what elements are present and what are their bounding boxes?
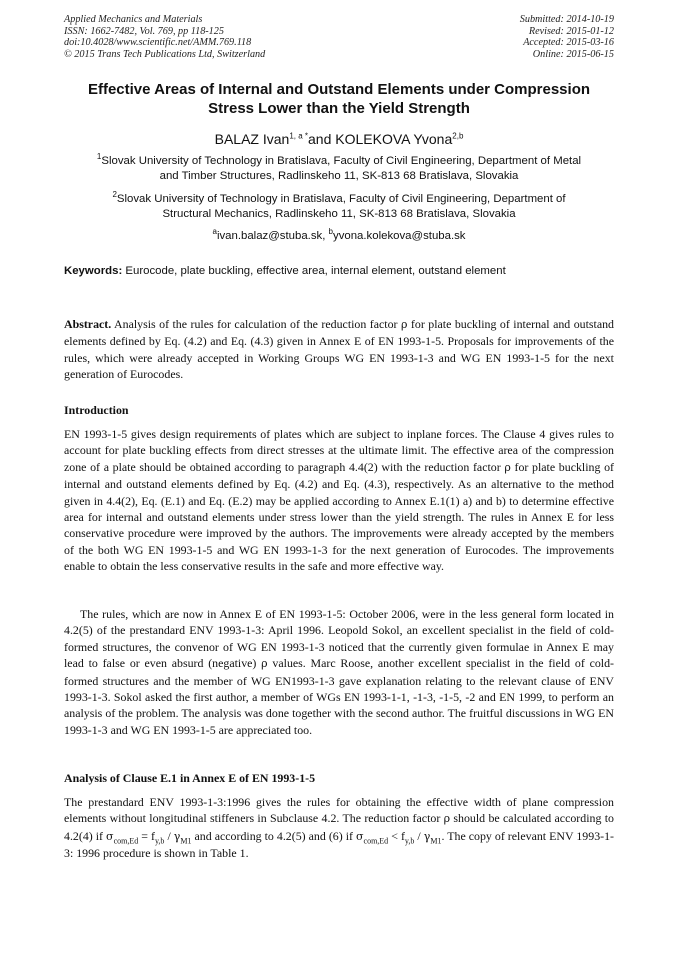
author-2-affiliation-mark: 2,b (452, 131, 464, 141)
intro-p2-text-b: values. Marc Roose, another excellent specialist in the field of cold-formed structures and the member of WG EN1993-1-3 gave explanation relating to the relevant clause of ENV 1993-1-3. Sokol asked the first author, a member of WGs EN 1993-1-1, -1-3, -1-5, -2 and EN 1999, to perform an analysis of the problem. The analysis was done together with the second author. The fruitful discussions in WG EN 1993-1-3 and WG EN 1993-1-5 are appreciated too. (64, 656, 614, 737)
author-2-name: and KOLEKOVA Yvona (308, 131, 453, 147)
author-list (60, 130, 618, 148)
online-date: Online: 2015-06-15 (532, 48, 614, 60)
affiliation-2-text-1: Slovak University of Technology in Bratislava, Faculty of Civil Engineering, Department of (116, 193, 566, 205)
analysis-paragraph-1 (64, 794, 614, 862)
keywords-label: Keywords: (64, 265, 123, 277)
intro-p1-text-a: EN 1993-1-5 gives design requirements of plates which are subject to inplane forces. The Clause 4 gives rules to account for plate buckling effects from direct stresses at the ultimate limit. The effective area of the compression zone of a plate should be obtained according to paragraph 4.4(2) with the reduction factor (64, 427, 614, 474)
sub-m1: M1 (180, 836, 192, 846)
intro-p2-text-a: The rules, which are now in Annex E of EN 1993-1-5: October 2006, were in the less general form located in 4.2(5) of the prestandard ENV 1993-1-3: April 1996. Leopold Sokol, an excellent specialist in the field of cold-formed structures, the convenor of WG EN 1993-1-3 noticed that the currently given formulae in Annex E may lead to false or even absurd (negative) (64, 607, 614, 671)
abstract (64, 316, 614, 383)
copyright-line: © 2015 Trans Tech Publications Ltd, Switzerland (64, 48, 266, 60)
publication-dates (520, 14, 614, 60)
affiliation-1-line-2: and Timber Structures, Radlinskeho 11, SK-813 68 Bratislava, Slovakia (159, 170, 519, 182)
affiliation-1-mark: 1 (96, 152, 102, 162)
analysis-text-d: . The copy of relevant ENV 1993-1-3: 1996 procedure is shown in Table 1. (64, 828, 615, 861)
introduction-paragraph-1 (64, 426, 614, 575)
issn-line: ISSN: 1662-7482, Vol. 769, pp 118-125 (64, 25, 224, 37)
email-a-mark: a (212, 227, 217, 237)
eq-less-f: < f (388, 828, 405, 843)
sub-com-ed: com,Ed (113, 836, 139, 846)
keywords-text: Eurocode, plate buckling, effective area, internal element, outstand element (122, 265, 506, 277)
affiliation-1 (64, 154, 614, 184)
affiliation-2-line-1 (64, 192, 614, 207)
sigma-symbol: σ (106, 829, 114, 843)
abstract-text-1: Analysis of the rules for calculation of the reduction factor (111, 317, 401, 331)
author-1-affiliation-mark: 1, a * (289, 131, 308, 141)
introduction-paragraph-2 (64, 606, 614, 738)
affiliation-1-text-1: Slovak University of Technology in Bratislava, Faculty of Civil Engineering, Department of Metal (101, 155, 582, 167)
gamma-symbol: γ (173, 829, 181, 843)
sub-com-ed: com,Ed (363, 836, 389, 846)
eq-slash: / (164, 828, 174, 843)
gamma-symbol: γ (423, 829, 431, 843)
rho-symbol: ρ (261, 657, 268, 671)
affiliation-2-mark: 2 (112, 190, 117, 200)
introduction-heading: Introduction (64, 403, 129, 417)
sigma-symbol: σ (356, 829, 364, 843)
affiliation-1-line-1 (64, 154, 614, 169)
rho-symbol: ρ (443, 812, 451, 826)
intro-p1-text-b: for plate buckling of internal and outstand elements defined by Eq. (4.2) and Eq. (4.3), respectively. As an alternative to the method given in 4.4(2), Eq. (E.1) and Eq. (E.2) may be applied according to Annex E.1(1) a) and b) to determine effective area for internal and outstand elements under stress lower than the yield strength. The rules in Annex E for less conservative procedure were improved by the authors. The improvements were already accepted by the members of the both WG EN 1993-1-5 and WG EN 1993-1-3 for the next generation of Eurocodes. The improvements enable to obtain the less conservative results in the safe and more effective way. (64, 459, 614, 574)
paper-title (60, 80, 618, 118)
equation-sigma-less (356, 828, 442, 846)
eq-equals-f: = f (138, 828, 155, 843)
author-1-name: BALAZ Ivan (214, 131, 290, 147)
journal-name: Applied Mechanics and Materials (64, 14, 203, 25)
sub-m1: M1 (430, 836, 442, 846)
email-b[interactable]: yvona.kolekova@stuba.sk (333, 230, 466, 242)
sub-yb: y,b (404, 836, 415, 846)
revised-date: Revised: 2015-01-12 (528, 25, 614, 37)
equation-sigma-equals (106, 828, 192, 846)
accepted-date: Accepted: 2015-03-16 (523, 37, 614, 49)
email-b-mark: b (328, 227, 333, 237)
analysis-text-a: The prestandard ENV 1993-1-3:1996 gives the rules for obtaining the effective width of plane compression elements without longitudinal stiffeners in Subclause 4.2. The reduction factor (64, 795, 614, 826)
submitted-date: Submitted: 2014-10-19 (519, 14, 614, 25)
eq-slash: / (414, 828, 424, 843)
title-line-2: Stress Lower than the Yield Strength (208, 100, 470, 117)
rho-symbol: ρ (400, 318, 408, 331)
affiliation-2 (64, 192, 614, 222)
rho-symbol: ρ (504, 460, 511, 474)
abstract-label: Abstract. (64, 317, 112, 331)
keywords (64, 264, 614, 279)
affiliation-2-line-2: Structural Mechanics, Radlinskeho 11, SK-813 68 Bratislava, Slovakia (162, 208, 516, 220)
abstract-text-2: for plate buckling of internal and outstand elements defined by Eq. (4.2) and Eq. (4.3) given in Annex E of EN 1993-1-5. Proposals for improvements of the rules, which were already accepted in Working Groups WG EN 1993-1-3 and WG EN 1993-1-5 for the next generation of Eurocodes. (64, 317, 614, 382)
doi-line[interactable]: doi:10.4028/www.scientific.net/AMM.769.118 (64, 37, 252, 49)
journal-info (64, 14, 265, 60)
sub-yb: y,b (154, 836, 165, 846)
email-a[interactable]: ivan.balaz@stuba.sk, (216, 230, 329, 242)
title-line-1: Effective Areas of Internal and Outstand Elements under Compression (87, 81, 591, 98)
journal-header (64, 14, 614, 60)
analysis-text-b: should be calculated according to 4.2(4) if (64, 811, 614, 843)
analysis-text-c: and according to 4.2(5) and (6) if (191, 828, 356, 843)
author-emails (64, 229, 614, 244)
analysis-heading: Analysis of Clause E.1 in Annex E of EN 1993-1-5 (64, 771, 316, 785)
